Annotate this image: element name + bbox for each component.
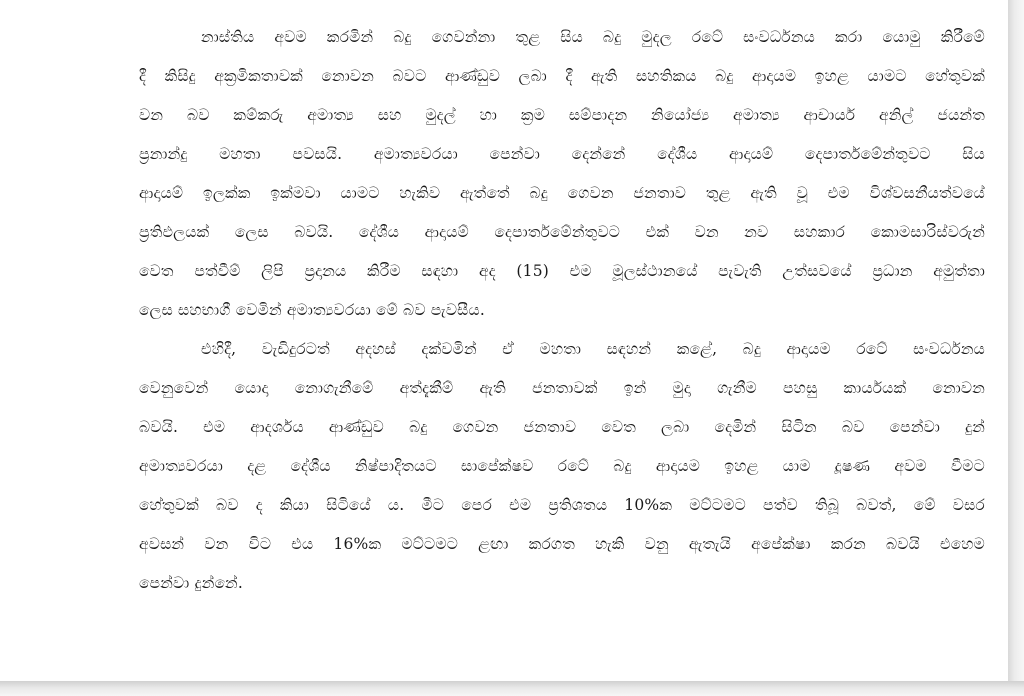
paragraph-1-line-7: වෙත පත්වීම් ලිපි ප්‍රදානය කිරීම සඳහා අද (15) එම මූලස්ථානයේ පැවැති උත්සවයේ ප්‍රධාන අමුත්තා	[139, 262, 985, 280]
paragraph-1-line-3: වන බව කම්කරු අමාත්‍ය සහ මුදල් හා ක්‍රම සම්පාදන නියෝජ්‍ය අමාත්‍ය ආචාර්ය අනිල් ජයන්ත	[139, 106, 985, 124]
paragraph-1-line-8: ලෙස සහභාගී වෙමින් අමාත්‍යවරයා මේ බව පැවසීය.	[139, 301, 485, 319]
paragraph-1-line-6: ප්‍රතිඵලයක් ලෙස බවයි. දේශීය ආදායම් දෙපාර්තමේන්තුවට එක් වන නව සහකාර කොමසාරිස්වරුන්	[139, 223, 985, 241]
paragraph-2-line-7: පෙන්වා දුන්නේ.	[139, 574, 243, 592]
paragraph-1-line-5: ආදායම් ඉලක්ක ඉක්මවා යාමට හැකිව ඇත්තේ බදු ගෙවන ජනතාව තුළ ඇති වූ එම විශ්වසනීයත්වයේ	[139, 184, 985, 202]
paragraph-2-line-4: අමාත්‍යවරයා දළ දේශීය නිෂ්පාදිතයට සාපේක්ෂව රටේ බදු ආදායම ඉහළ යාම දූෂණ අවම වීමට	[139, 457, 985, 475]
paragraph-2-line-5: හේතුවක් බව ද කියා සිටියේ ය. මීට පෙර එම ප්‍රතිශතය 10%ක මට්ටමට පත්ව තිබූ බවත්, මේ වසර	[139, 496, 985, 514]
paragraph-2-line-2: වෙනුවෙන් යොදා නොගැනීමේ අත්දැකීම් ඇති ජනතාවක් ඉන් මුදා ගැනීම පහසු කාර්යයක් නොවන	[139, 379, 985, 397]
page-shadow-right	[1008, 0, 1024, 696]
paragraph-2-line-1: එහිදී, වැඩිදුරටත් අදහස් දක්වමින් ඒ මහතා සඳහන් කළේ, බදු ආදායම රටේ සංවර්ධනය	[201, 340, 985, 358]
article-body	[139, 18, 985, 603]
paragraph-1-line-2: දී කිසිදු අක්‍රමිකතාවක් නොවන බවට ආණ්ඩුව ලබා දී ඇති සහතිකය බදු ආදායම ඉහළ යාමට හේතුවක්	[139, 67, 985, 85]
paragraph-2-line-6: අවසන් වන විට එය 16%ක මට්ටමට ළඟා කරගත හැකි වනු ඇතැයි අපේක්ෂා කරන බවයි එහෙම	[139, 535, 985, 553]
page-shadow-bottom	[0, 681, 1024, 696]
paragraph-1-line-1: නාස්තිය අවම කරමින් බදු ගෙවන්නා තුළ සිය බදු මුදල රටේ සංවර්ධනය කරා යොමු කිරීමේ	[201, 28, 985, 46]
paragraph-1-line-4: ප්‍රනාන්දු මහතා පවසයි. අමාත්‍යවරයා පෙන්වා දෙන්නේ දේශීය ආදායම් දෙපාර්තමේන්තුවට සිය	[139, 145, 985, 163]
paragraph-2-line-3: බවයි. එම ආදර්ශය ආණ්ඩුව බදු ගෙවන ජනතාව වෙත ලබා දෙමින් සිටින බව පෙන්වා දුන්	[139, 418, 985, 436]
